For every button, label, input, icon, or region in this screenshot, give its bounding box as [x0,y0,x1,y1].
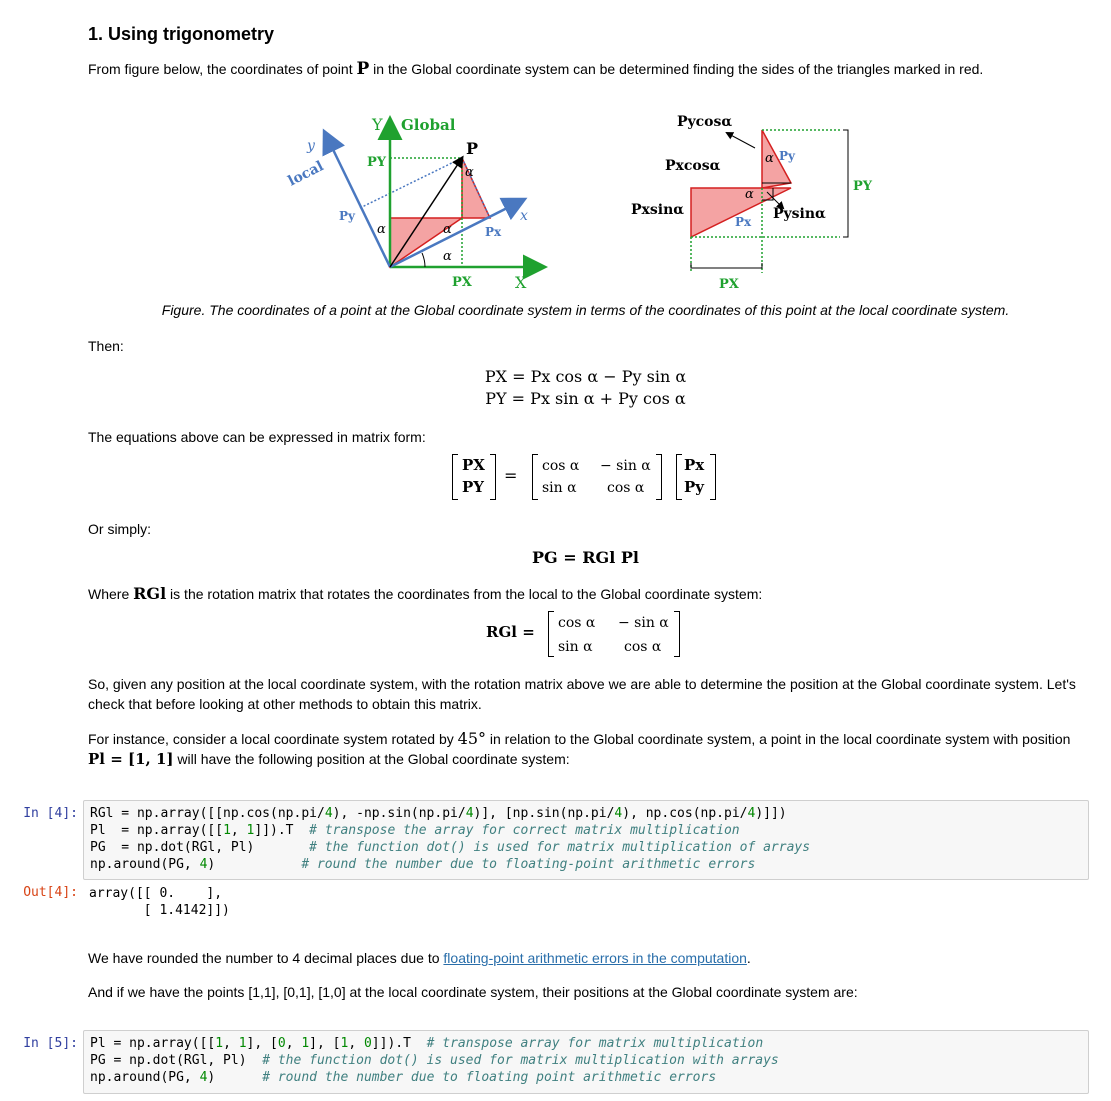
matrix-intro-text: The equations above can be expressed in matrix form: [88,429,426,445]
intro-paragraph: From figure below, the coordinates of point P in the Global coordinate system can be determined finding the sides of the triangles marked in red. [88,59,984,79]
label-Pysin: Pysinα [773,206,826,222]
label-right-PX: PX [719,277,739,292]
label-local-y: y [307,138,315,154]
label-right-Py: Py [779,149,795,163]
cell4-code[interactable]: RGl = np.array([[np.cos(np.pi/4), -np.sin(np.pi/4)], [np.sin(np.pi/4), np.cos(np.pi/4)]]) Pl = np.array([[1, 1]]).T # transpose the array for correct matrix multiplication PG = np.dot(RGl, Pl) # the function dot() is used for matrix multiplication of arrays np.around(PG, 4) # round the number due to floating-point arithmetic errors [83,800,1089,880]
label-right-PY: PY [853,179,873,194]
label-right-Px: Px [735,215,752,229]
figure-left-diagram [285,108,560,298]
label-global: Global [401,116,456,134]
or-simply-text: Or simply: [88,521,151,537]
so-paragraph: So, given any position at the local coordinate system, with the rotation matrix above we are able to determine the position at the Global coordinate system. Let's check that before looking at other methods to obtain this matrix. [88,676,1076,712]
label-alpha-1: α [377,222,386,237]
cell5-code[interactable]: Pl = np.array([[1, 1], [0, 1], [1, 0]]).T # transpose array for matrix multiplication PG = np.dot(RGl, Pl) # the function dot() is used for matrix multiplication with arrays np.around(PG, 4) # round the number due to floating point arithmetic errors [83,1030,1089,1094]
label-right-alpha-2: α [745,187,754,202]
equation-block [88,366,1083,410]
cell4-out-prompt: Out[4]: [23,885,78,900]
then-text: Then: [88,338,124,354]
label-local-x: x [520,208,528,224]
label-alpha-3: α [465,165,474,180]
where-text: Where RGl is the rotation matrix that rotates the coordinates from the local to the Global coordinate system: [88,584,763,603]
figure-caption: Figure. The coordinates of a point at the Global coordinate system in terms of the coordinates of this point at the local coordinate system. [161,302,1010,318]
label-PY: PY [367,155,387,170]
label-global-x: X [515,273,527,292]
label-Py: Py [339,209,355,223]
section-heading: 1. Using trigonometry [88,24,275,44]
label-P: P [466,139,479,158]
points-paragraph: And if we have the points [1,1], [0,1], [1,0] at the local coordinate system, their positions at the Global coordinate system are: [88,984,858,1000]
label-alpha-2: α [443,222,452,237]
figure-right-diagram [625,108,880,298]
cell4-output: array([[ 0. ], [ 1.4142]]) [89,886,230,918]
rounded-paragraph: We have rounded the number to 4 decimal places due to floating-point arithmetic errors in the computation. [88,950,751,966]
equation-line-1: PX = Px cos α − Py sin α [484,367,687,386]
simple-equation: PG = RGl Pl [532,548,639,567]
rotation-matrix: RGl = cos α − sin α sin α cos α [486,611,686,659]
label-right-alpha-1: α [765,151,774,166]
instance-paragraph: For instance, consider a local coordinate system rotated by 45° in relation to the Global coordinate system, a point in the local coordinate system with position Pl = [1, 1] will have the following position at the Global coordinate system: [88,729,1071,768]
label-Pxsin: Pxsinα [631,202,685,218]
floating-point-link[interactable]: floating-point arithmetic errors in the computation [443,950,747,966]
label-local: local [285,158,327,190]
label-Pycos: Pycosα [677,114,733,130]
cell4-prompt: In [4]: [23,806,78,821]
cell5-prompt: In [5]: [23,1036,78,1051]
equation-line-2: PY = Px sin α + Py cos α [485,389,686,408]
matrix-equation: PX PY = cos α − sin α sin α cos α Px Py [452,454,722,502]
label-Pxcos: Pxcosα [665,158,721,174]
label-alpha-4: α [443,249,452,264]
label-PX: PX [452,275,472,290]
label-Px: Px [485,225,502,239]
label-global-y: Y [372,115,383,134]
